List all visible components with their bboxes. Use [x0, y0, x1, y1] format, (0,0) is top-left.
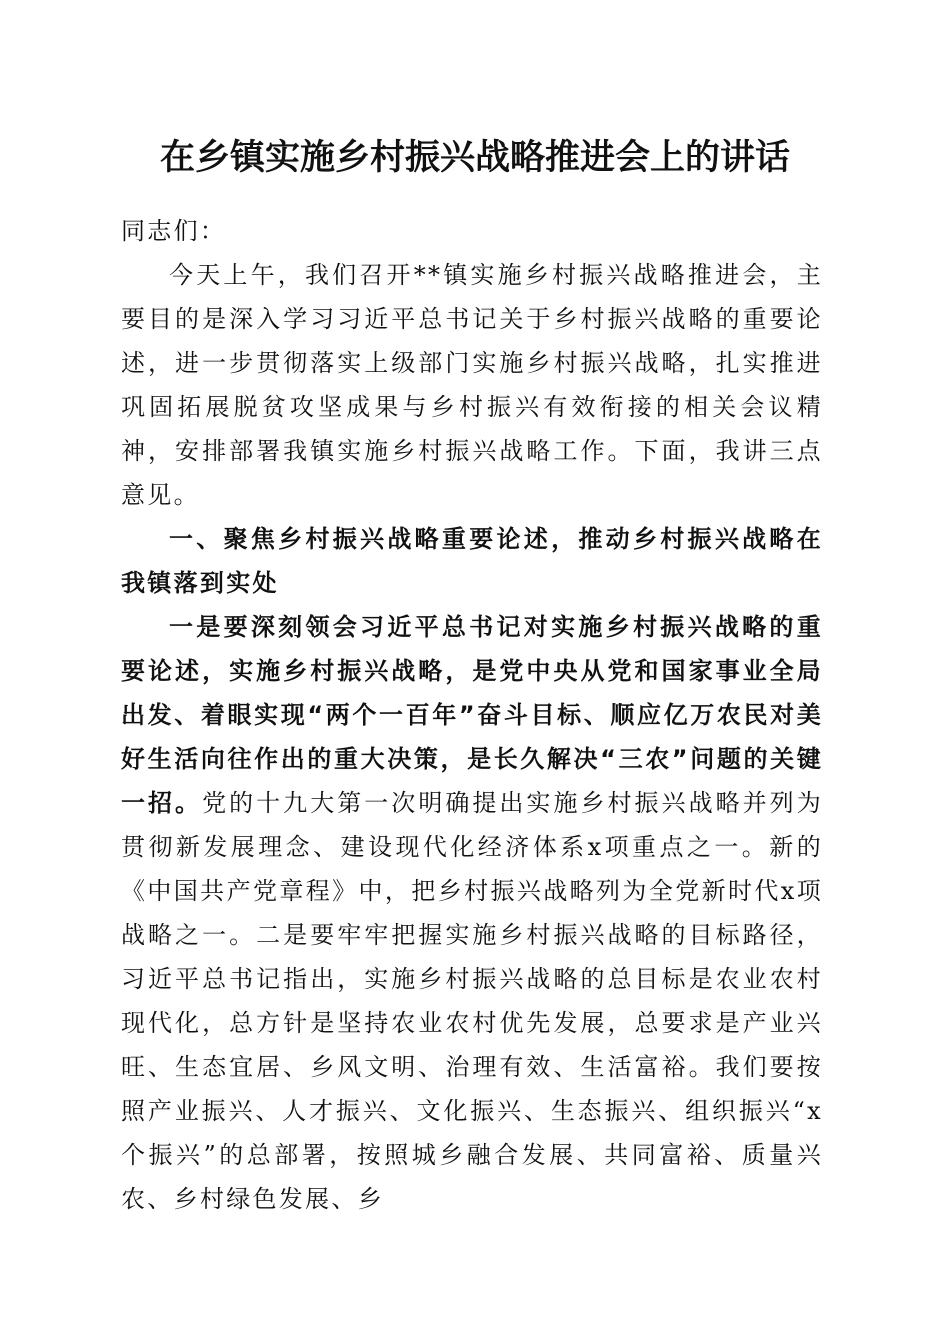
document-body: [121, 209, 823, 1221]
intro-paragraph: 今天上午，我们召开**镇实施乡村振兴战略推进会，主要目的是深入学习习近平总书记关于乡村振兴战略的重要论述，进一步贯彻落实上级部门实施乡村振兴战略，扎实推进巩固拓展脱贫攻坚成果与乡村振兴有效衔接的相关会议精神，安排部署我镇实施乡村振兴战略工作。下面，我讲三点意见。: [121, 261, 823, 509]
section-1-body-text: 党的十九大第一次明确提出实施乡村振兴战略并列为贯彻新发展理念、建设现代化经济体系x项重点之一。新的《中国共产党章程》中，把乡村振兴战略列为全党新时代x项战略之一。二是要牢牢把握实施乡村振兴战略的目标路径，习近平总书记指出，实施乡村振兴战略的总目标是农业农村现代化，总方针是坚持农业农村优先发展，总要求是产业兴旺、生态宜居、乡风文明、治理有效、生活富裕。我们要按照产业振兴、人才振兴、文化振兴、生态振兴、组织振兴“x个振兴”的总部署，按照城乡融合发展、共同富裕、质量兴农、乡村绿色发展、乡: [121, 789, 823, 1213]
section-heading-1: 一、聚焦乡村振兴战略重要论述，推动乡村振兴战略在我镇落到实处: [121, 525, 823, 597]
section-1-lead-text: 一是要深刻领会习近平总书记对实施乡村振兴战略的重要论述，实施乡村振兴战略，是党中央从党和国家事业全局出发、着眼实现“两个一百年”奋斗目标、顺应亿万农民对美好生活向往作出的重大决策，是长久解决“三农”问题的关键一招。: [121, 613, 823, 817]
salutation: 同志们：: [121, 217, 227, 245]
document-title: 在乡镇实施乡村振兴战略推进会上的讲话: [159, 138, 790, 178]
section-1-paragraph: [121, 605, 823, 1221]
